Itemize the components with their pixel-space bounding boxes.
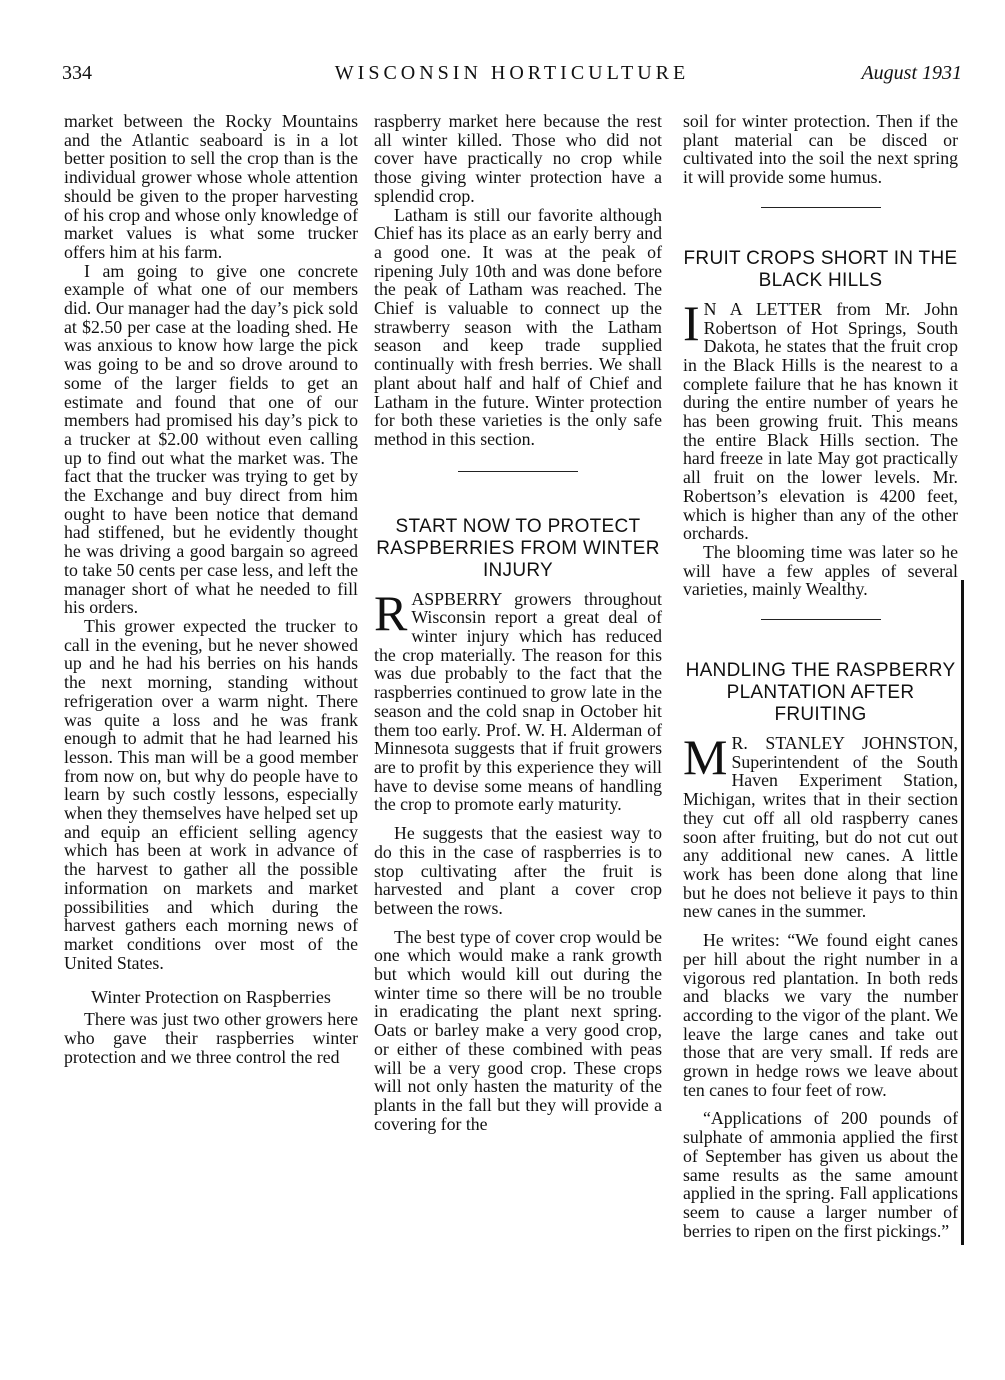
paragraph: This grower expected the trucker to call in the evening, but he never showed up and he had his berries on his hands the next morning, standing without refrigeration over a warm night. There was quite a loss and he was frank enough to admit that he had learned his lesson. This man will be a good member from now on, but why do people have to learn by such costly lessons, especially when they themselves have helped set up and equip an efficient selling agency which has been at work in advance of the harvest to gather all the possible information on markets and market possibilities and which during the harvest gathers each morning news of market conditions over most of the United States.: [64, 615, 358, 973]
paragraph: The best type of cover crop would be one which would make a rank growth but which would kill out during the winter time so there will be no trouble in eradicating the plant next spring. Oats or barley make a very good crop, or either of these combined with peas will be a very good crop. These crops will not only hasten the maturity of the plants in the fall but they will provide a covering for the: [374, 926, 662, 1134]
paragraph: raspberry market here because the rest all winter killed. Those who did not cover have practically no crop while those giving winter protection have a splendid crop.: [374, 111, 662, 206]
divider: [761, 207, 881, 208]
paragraph: I am going to give one concrete example of what one of our members did. Our manager had the day’s pick sold at $2.50 per case at the loading shed. He was anxious to know how large the pick was going to be and so drove around to some of the larger fields to get an estimate and found that one of our members had promised his day’s pick to a trucker at $2.00 without even calling up to find out what the market was. The fact that the trucker was trying to get by the Exchange and buy direct from him ought to have been notice that demand had stiffened, but he evidently thought he was driving a good bargain so agreed to take 50 cents per case less, and left the manager short of what he needed to fill his orders.: [64, 260, 358, 618]
page-header: [62, 62, 962, 90]
drop-cap: R: [374, 584, 408, 641]
paragraph: market between the Rocky Mountains and the Atlantic seaboard is in a lot better position to sell the crop than is the individual grower whose whole attention should be given to the proper harvesting of his crop and whose only knowledge of market values is what some trucker offers him at his farm.: [64, 111, 358, 262]
paragraph: soil for winter protection. Then if the plant material can be disced or cultivated into the soil the next spring it will provide some humus.: [683, 111, 958, 188]
column-1: [64, 112, 358, 1066]
column-3: [683, 112, 958, 1240]
article-heading: START NOW TO PROTECT RASPBERRIES FROM WINTER INJURY: [376, 515, 660, 581]
article-heading: HANDLING THE RASPBERRY PLANTATION AFTER FRUITING: [685, 660, 956, 726]
divider: [458, 471, 578, 472]
divider: [761, 619, 881, 620]
paragraph: He suggests that the easiest way to do this in the case of raspberries is to stop cultivating after the fruit is harvested and plant a cover crop between the rows.: [374, 823, 662, 918]
column-2: [374, 112, 662, 1133]
paragraph: [374, 584, 662, 815]
drop-cap: M: [683, 729, 728, 786]
paragraph: [683, 294, 958, 544]
paragraph: He writes: “We found eight canes per hill about the right number in a vigorous red plantation. In both reds and blacks we vary the number according to the vigor of the plant. We leave the large canes and take out those that are very small. If reds are grown in hedge rows we leave about ten canes to four feet of row.: [683, 930, 958, 1100]
paragraph-text: ASPBERRY growers throughout Wisconsin report a great deal of winter injury which has reduced the crop materially. The reason for this was due probably to the fact that the raspberries continued to grow late in the season and the cold snap in October hit them too early. Prof. W. H. Alderman of Minnesota suggests that if fruit growers are to profit by this experience they will have to devise some means of handling the crop to promote early maturity.: [374, 588, 662, 815]
paragraph: “Applications of 200 pounds of sulphate of ammonia applied the first of September has given us about the same results as the same amount applied in the spring. Fall applications seem to cause a larger number of berries to ripen on the first pickings.”: [683, 1108, 958, 1241]
section-subheading: Winter Protection on Raspberries: [91, 987, 331, 1008]
paragraph-text: R. STANLEY JOHNSTON, Superintendent of the South Haven Experiment Station, Michigan, writes that in their section they cut off all old raspberry canes soon after fruiting, but do not cut out any additional new canes. A little work has been done along that line but he does not believe it pays to thin new canes in the summer.: [683, 733, 958, 922]
paragraph: There was just two other growers here who gave their raspberries winter protection and we three control the red: [64, 1009, 358, 1067]
drop-cap: I: [683, 294, 700, 351]
page-number: 334: [62, 62, 92, 84]
paragraph: The blooming time was later so he will have a few apples of several varieties, mainly Wealthy.: [683, 541, 958, 600]
paragraph: [683, 729, 958, 922]
issue-date: August 1931: [861, 62, 962, 84]
journal-title: WISCONSIN HORTICULTURE: [334, 62, 690, 84]
paragraph-text: N A LETTER from Mr. John Robertson of Hot Springs, South Dakota, he states that the fruit crop in the Black Hills is the nearest to a complete failure that he has known it during the entire number of years he has been growing fruit. This means the entire Black Hills section. The hard freeze in late May got practically all fruit on the lower levels. Mr. Robertson’s elevation is 4200 feet, which is higher than any of the other orchards.: [683, 298, 958, 544]
article-heading: FRUIT CROPS SHORT IN THE BLACK HILLS: [683, 247, 958, 291]
paragraph: Latham is still our favorite although Chief has its place as an early berry and a good one. It was at the peak of ripening July 10th and was done before the peak of Latham was reached. The Chief is valuable to connect up the strawberry season with the Latham season and keep trade supplied continually with fresh berries. We shall plant about half and half of Chief and Latham in the future. Winter protection for both these varieties is the only safe method in this section.: [374, 204, 662, 449]
margin-rule: [961, 580, 964, 1245]
